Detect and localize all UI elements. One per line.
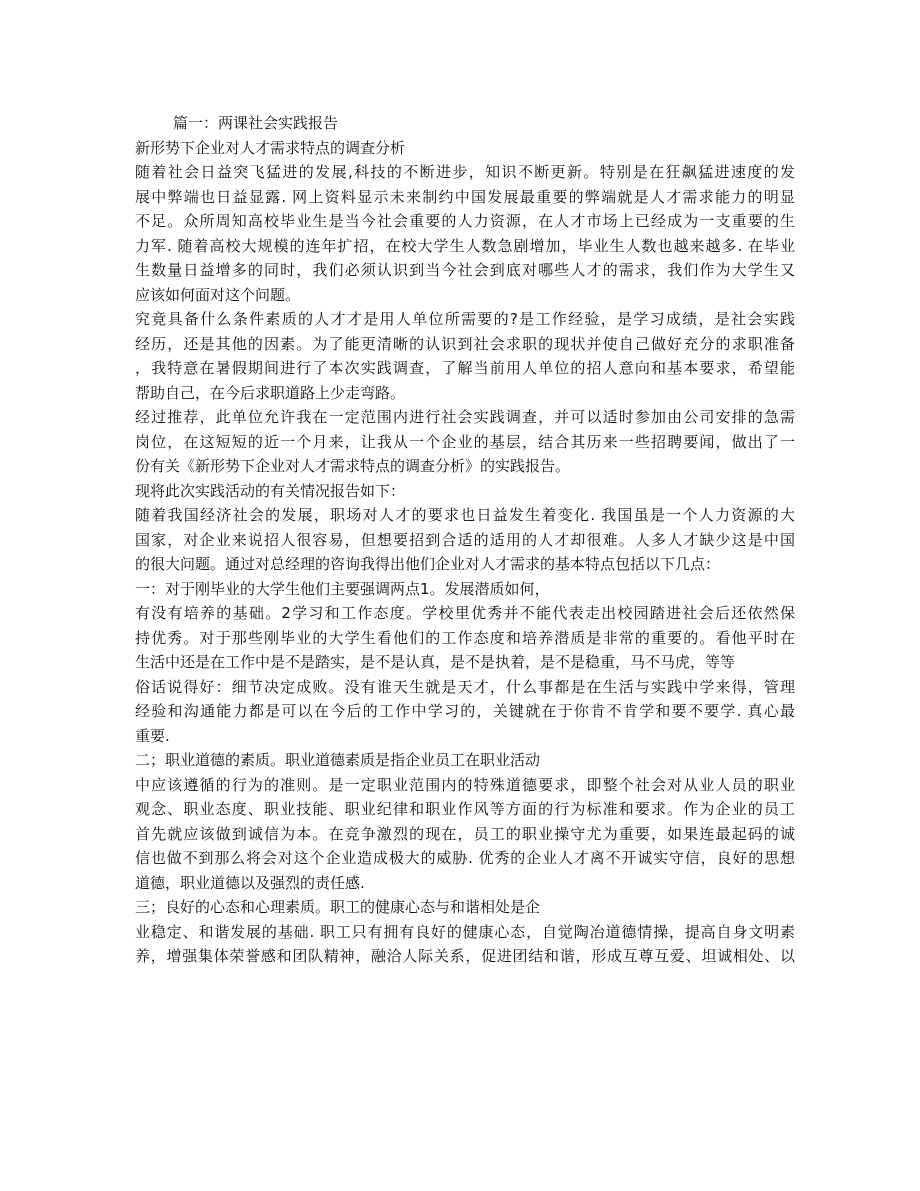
document-body bbox=[135, 111, 795, 969]
paragraph-line: 随着我国经济社会的发展，职场对人才的要求也日益发生着变化. 我国虽是一个人力资源的大 bbox=[135, 506, 795, 524]
paragraph-line: 养，增强集体荣誉感和团队精神，融洽人际关系，促进团结和谐，形成互尊互爱、坦诚相处、以 bbox=[135, 947, 795, 965]
paragraph-line: 有没有培养的基础。2学习和工作态度。学校里优秀并不能代表走出校园踏进社会后还依然保 bbox=[135, 604, 795, 622]
document-heading: 篇一：两课社会实践报告 bbox=[173, 114, 339, 132]
section-heading: 三；良好的心态和心理素质。职工的健康心态与和谐相处是企 bbox=[135, 898, 541, 916]
paragraph-line: 中应该遵循的行为的准则。是一定职业范围内的特殊道德要求，即整个社会对从业人员的职业 bbox=[135, 775, 795, 794]
paragraph-line: 道德，职业道德以及强烈的责任感. bbox=[135, 873, 365, 892]
paragraph-line: 现将此次实践活动的有关情况报告如下： bbox=[135, 481, 406, 500]
paragraph-line: 展中弊端也日益显露. 网上资料显示未来制约中国发展最重要的弊端就是人才需求能力的明显 bbox=[135, 187, 795, 206]
paragraph-line: ，我特意在暑假期间进行了本次实践调查，了解当前用人单位的招人意向和基本要求，希望能 bbox=[135, 359, 795, 377]
paragraph-line: 不足。众所周知高校毕业生是当今社会重要的人力资源，在人才市场上已经成为一支重要的生 bbox=[135, 212, 795, 230]
paragraph-line: 首先就应该做到诚信为本。在竞争激烈的现在，员工的职业操守尤为重要，如果连最起码的诚 bbox=[135, 824, 795, 843]
section-heading: 一：对于刚毕业的大学生他们主要强调两点1。发展潜质如何， bbox=[135, 579, 550, 598]
paragraph-line: 的很大问题。通过对总经理的咨询我得出他们企业对人才需求的基本特点包括以下几点： bbox=[135, 555, 721, 573]
paragraph-line: 持优秀。对于那些刚毕业的大学生看他们的工作态度和培养潜质是非常的重要的。看他平时在 bbox=[135, 628, 795, 647]
paragraph-line: 俗话说得好：细节决定成败。没有谁天生就是天才，什么事都是在生活与实践中学来得，管理 bbox=[135, 677, 795, 696]
document-title: 新形势下企业对人才需求特点的调查分析 bbox=[135, 138, 406, 157]
paragraph-line: 随着社会日益突飞猛进的发展,科技的不断进步，知识不断更新。特别是在狂飙猛进速度的发 bbox=[135, 163, 795, 181]
paragraph-line: 重要. bbox=[135, 726, 170, 745]
paragraph-line: 生活中还是在工作中是不是踏实，是不是认真，是不是执着，是不是稳重，马不马虎，等等 bbox=[135, 653, 736, 671]
paragraph-line: 经历，还是其他的因素。为了能更清晰的认识到社会求职的现状并使自己做好充分的求职准备 bbox=[135, 334, 795, 353]
paragraph-line: 究竟具备什么条件素质的人才才是用人单位所需要的?是工作经验，是学习成绩，是社会实践 bbox=[135, 310, 795, 328]
paragraph-line: 力军. 随着高校大规模的连年扩招，在校大学生人数急剧增加，毕业生人数也越来越多. 在毕业 bbox=[135, 236, 795, 255]
paragraph-line: 观念、职业态度、职业技能、职业纪律和职业作风等方面的行为标准和要求。作为企业的员工 bbox=[135, 800, 795, 818]
paragraph-line: 生数量日益增多的同时，我们必须认识到当今社会到底对哪些人才的需求，我们作为大学生又 bbox=[135, 261, 795, 279]
paragraph-line: 经过推荐，此单位允许我在一定范围内进行社会实践调查，并可以适时参加由公司安排的急需 bbox=[135, 408, 795, 426]
paragraph-line: 信也做不到那么将会对这个企业造成极大的威胁. 优秀的企业人才离不开诚实守信，良好的思想 bbox=[135, 849, 795, 867]
paragraph-line: 岗位，在这短短的近一个月来，让我从一个企业的基层，结合其历来一些招聘要闻，做出了一 bbox=[135, 432, 795, 451]
paragraph-line: 经验和沟通能力都是可以在今后的工作中学习的，关键就在于你肯不肯学和要不要学. 真心最 bbox=[135, 702, 795, 720]
section-heading: 二；职业道德的素质。职业道德素质是指企业员工在职业活动 bbox=[135, 751, 541, 769]
paragraph-line: 帮助自己，在今后求职道路上少走弯路。 bbox=[135, 383, 406, 402]
paragraph-line: 份有关《新形势下企业对人才需求特点的调查分析》的实践报告。 bbox=[135, 457, 571, 475]
paragraph-line: 应该如何面对这个问题。 bbox=[135, 285, 301, 304]
paragraph-line: 业稳定、和谐发展的基础. 职工只有拥有良好的健康心态，自觉陶冶道德情操，提高自身文明素 bbox=[135, 922, 795, 941]
paragraph-line: 国家，对企业来说招人很容易，但想要招到合适的适用的人才却很难。人多人才缺少这是中国 bbox=[135, 530, 795, 549]
